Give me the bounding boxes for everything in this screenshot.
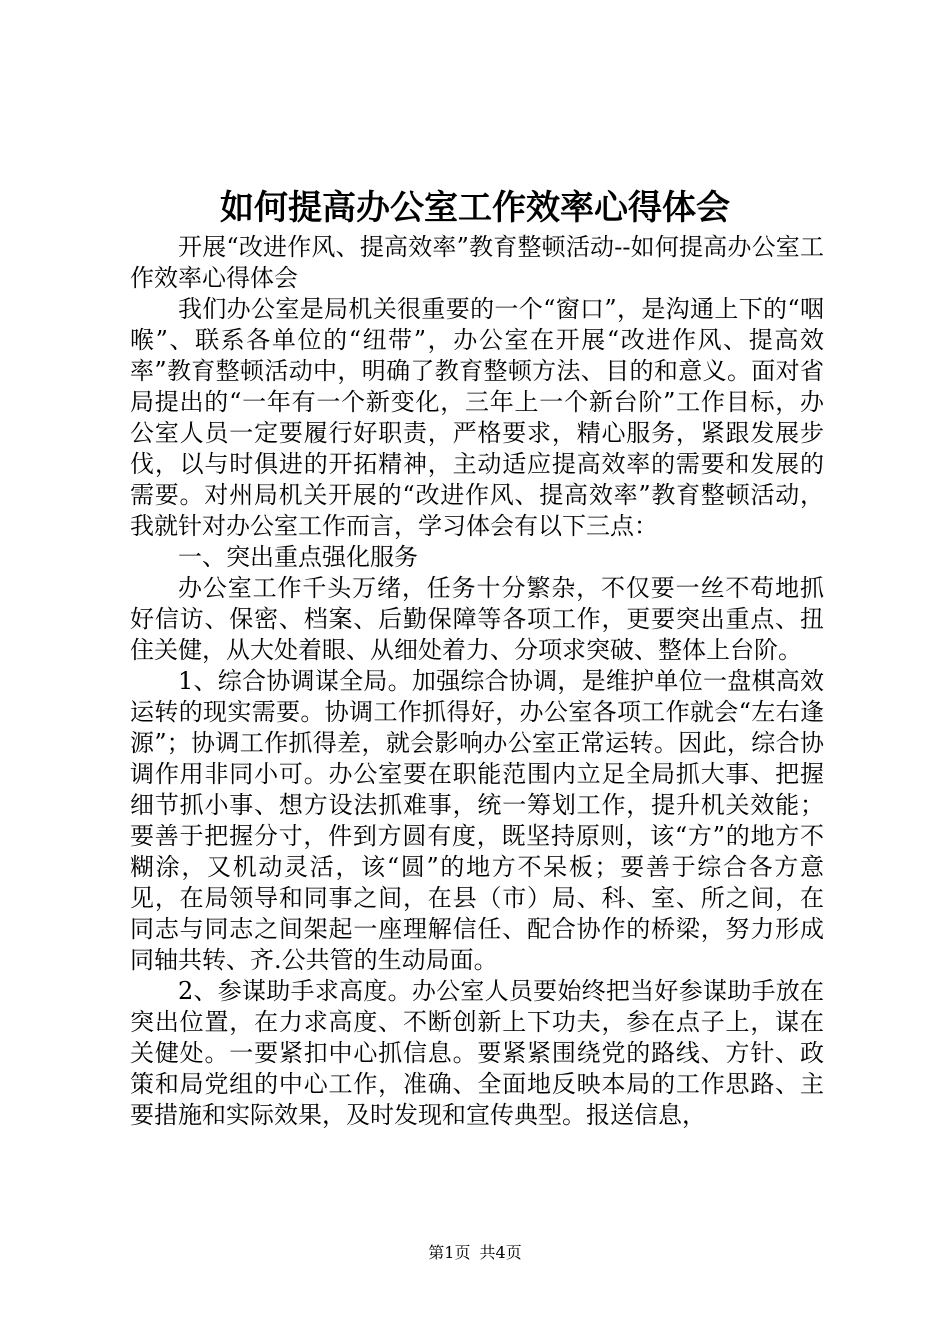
page-number: 第1页 — [428, 1243, 471, 1262]
paragraph-office-role: 我们办公室是局机关很重要的一个“窗口”，是沟通上下的“咽喉”、联系各单位的“纽带”，办公室在开展“改进作风、提高效率”教育整顿活动中，明确了教育整顿方法、目的和意义。面对省局提出的“一年有一个新变化，三年上一个新台阶”工作目标，办公室人员一定要履行好职责，严格要求，精心服务，紧跟发展步伐，以与时俱进的开拓精神，主动适应提高效率的需要和发展的需要。对州局机关开展的“改进作风、提高效率”教育整顿活动，我就针对办公室工作而言，学习体会有以下三点： — [130, 295, 824, 540]
paragraph-coordination: 1、综合协调谋全局。加强综合协调，是维护单位一盘棋高效运转的现实需要。协调工作抓得好，办公室各项工作就会“左右逢源”；协调工作抓得差，就会影响办公室正常运转。因此，综合协调作用非同小可。办公室要在职能范围内立足全局抓大事、把握细节抓小事、想方设法抓难事，统一筹划工作，提升机关效能；要善于把握分寸，件到方圆有度，既坚持原则，该“方”的地方不糊涂，又机动灵活，该“圆”的地方不呆板；要善于综合各方意见，在局领导和同事之间，在县（市）局、科、室、所之间，在同志与同志之间架起一座理解信任、配合协作的桥梁，努力形成同轴共转、齐.公共管的生动局面。 — [130, 667, 824, 974]
page-total: 共4页 — [479, 1243, 522, 1262]
page-footer — [0, 1242, 950, 1264]
paragraph-advisory: 2、参谋助手求高度。办公室人员要始终把当好参谋助手放在突出位置，在力求高度、不断创新上下功夫，参在点子上，谋在关健处。一要紧扣中心抓信息。要紧紧围绕党的路线、方针、政策和局党组的中心工作，准确、全面地反映本局的工作思路、主要措施和实际效果，及时发现和宣传典型。报送信息， — [130, 977, 824, 1129]
section-heading-1: 一、突出重点强化服务 — [178, 543, 418, 571]
paragraph-section-1: 办公室工作千头万绪，任务十分繁杂，不仅要一丝不苟地抓好信访、保密、档案、后勤保障等各项工作，更要突出重点、扭住关健，从大处着眼、从细处着力、分项求突破、整体上台阶。 — [130, 574, 824, 664]
document-title: 如何提高办公室工作效率心得体会 — [220, 188, 730, 228]
paragraph-intro: 开展“改进作风、提高效率”教育整顿活动--如何提高办公室工作效率心得体会 — [130, 233, 824, 292]
document-body — [130, 232, 824, 1131]
